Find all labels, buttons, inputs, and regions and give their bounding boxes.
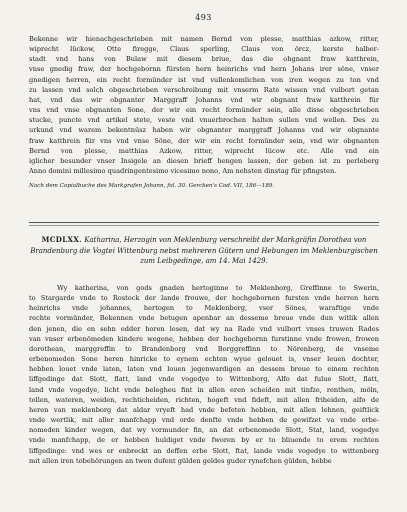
document-title: Katharina, Herzogin von Meklenburg verschreibt der Markgräfin Dorothea von Brandenburg die Vogtei Wittenburg nebst mehreren Gütern und Hebungen im Meklenburgischen zum Leibgedinge, am 14. Mai 1429.: [30, 236, 378, 265]
text-line: fraw katthrein für vns vnd vnse Söne, der wir ein recht formünder sein, vnd wir obgnanten: [29, 136, 379, 145]
text-line: urkund vnd warem bekentnüsz haben wir obgnanter marggraff Johanns vnd wir obgnante: [29, 126, 379, 135]
document-body: [29, 283, 379, 466]
section-divider-thin: [29, 225, 379, 226]
text-line: Bekenne wir hienachgeschrieben mit namen Bernd von plesse, matthias azkow, ritter,: [29, 35, 379, 43]
text-line: Wy katherina, von gods gnaden hertoginne to Meklenborg, Greffinne to Swerin,: [57, 284, 379, 292]
text-line: den jenen, die en sehn edder horen lesen, dat wy na Rade vnd vulbort vnses truwen Rades: [29, 324, 379, 333]
document-heading: [29, 235, 379, 267]
text-line: vnde manfchapp, de er hebben huldiget vnde fworen by er to bliuende to erem rechten: [29, 436, 379, 445]
text-line: heinrichs vnde johannes, hertogen to Meklenborg, vser Sönes, waraftige vnde: [29, 304, 379, 313]
text-line: nomeden kinder wegen, dat wy vormunder fin, an dat erbenomede Slott, Stat, land, vogedye: [29, 426, 379, 435]
text-line: hat, vnd das wir obgnanter Marggraff Johanns vnd wir obgnant fraw katthrein für: [29, 95, 379, 104]
page-number: 493: [195, 13, 212, 22]
text-line: Bernd von plesse, matthias Azkow, ritter, wiprecht lücow etc. Alle vnd ein: [29, 146, 379, 155]
text-line: tollen, wateren, weiden, rechticheiden, richten, hogeft vnd fideft, mit allen friheiden, alfo de: [29, 395, 379, 404]
text-line: land vnde vogedye, licht vnde belegheu fint in allen eren scheiden mit tinfze, renthen, möln,: [29, 385, 379, 394]
source-note: Nach dem Copialbuche des Markgrafen Johann, fol. 30. Gercken's Cod. VII, 186—189.: [29, 183, 275, 190]
text-line: Anno domini millesimo quadringentesimo vicesimo nono, Am nehsten dinstag für pfingsten.: [29, 167, 337, 176]
text-line: vns vnd vnse obgnanten Sone, der wir ein recht formünder sein, alle disse obgeschrieben: [29, 106, 379, 115]
text-line: wiprecht lückow, Otte firegge, Claus sperling, Claus von örcz, kerste halber-: [29, 45, 379, 54]
text-line: hebben louet vnde laten, laten vnd louen jegenwardigen an dessem breue to einem rechten: [29, 365, 379, 374]
text-line: iglicher besunder vnser Insigele an diesen brieff hengen lassen, der geben ist zu perleberg: [29, 156, 379, 165]
text-line: stadt vnd hans von Bulaw mit diesem briue, das die ohgnant fraw katthrein,: [29, 55, 379, 64]
text-line: dorothean, marggreffin to Brandenborg vnd Borggreffinn to Nörenberg, de vnseme: [29, 344, 379, 353]
paragraph-continuation: [29, 34, 379, 190]
text-line: vnde wertlik, mit aller manfchapp vnd orde denfte vnde hebben de gewifzet va vnde erbe-: [29, 416, 379, 425]
text-line: rechte vormünder, Bekennen vnde betugen apenbar an desseme breue vnde dun witlik allen: [29, 314, 379, 323]
text-line: zu lassen vnd solch obgeschrieben verschreibung mit vnserm Rate wissen vnd vulbort getan: [29, 85, 379, 94]
text-line: liffgedinge: vnd wes er enbreckt an deffen erbe Slott, ftat, lande vnde vogedye to wittenborg: [29, 446, 379, 455]
document-number: MCDLXX.: [41, 235, 83, 244]
text-line: stucke, puncte vnd artikel stete, veste vnd vnuerbrochen halten sullen vnd wellen. Des zu: [29, 116, 379, 125]
paragraph-1: [29, 34, 379, 176]
text-line: erbenomeden Sone heren hinricke to eynem echten wyue gelouet is, vnser leuen dochter,: [29, 355, 379, 364]
paragraph-2: [29, 283, 379, 466]
text-line: mit allen iren tobehörungen an twen dufent gülden geldes guder rynefchen gülden, hebbe: [29, 456, 332, 465]
text-line: heren van meklenborg dat aldar vryeft had vnde befeten hebben, mit allen lehnen, geiftlick: [29, 405, 379, 414]
text-line: gnedigen herren, ein recht formünder ist vnd vullenkomlichen von iren wegen zu ton vnd: [29, 75, 379, 84]
text-line: to Stargarde vnde to Rostock der lande frouwe, der hochgebornen fursten vnde herren hern: [29, 294, 379, 303]
text-line: van vnser erbenömeden kindere wegene, hebben der hochgebornn furstinne vnde frowen, frowen: [29, 334, 379, 343]
section-divider: [29, 222, 379, 223]
text-line: vnse gnedig fraw, der hochgebornn fürsten hern heinrichs vnd hern Johans irer söne, vnser: [29, 65, 379, 74]
text-line: liffgedinge dat Slott, flatt, land vnde vogedye to Wittenborg, Alfo dat fulue Slott, flatt,: [29, 375, 379, 384]
